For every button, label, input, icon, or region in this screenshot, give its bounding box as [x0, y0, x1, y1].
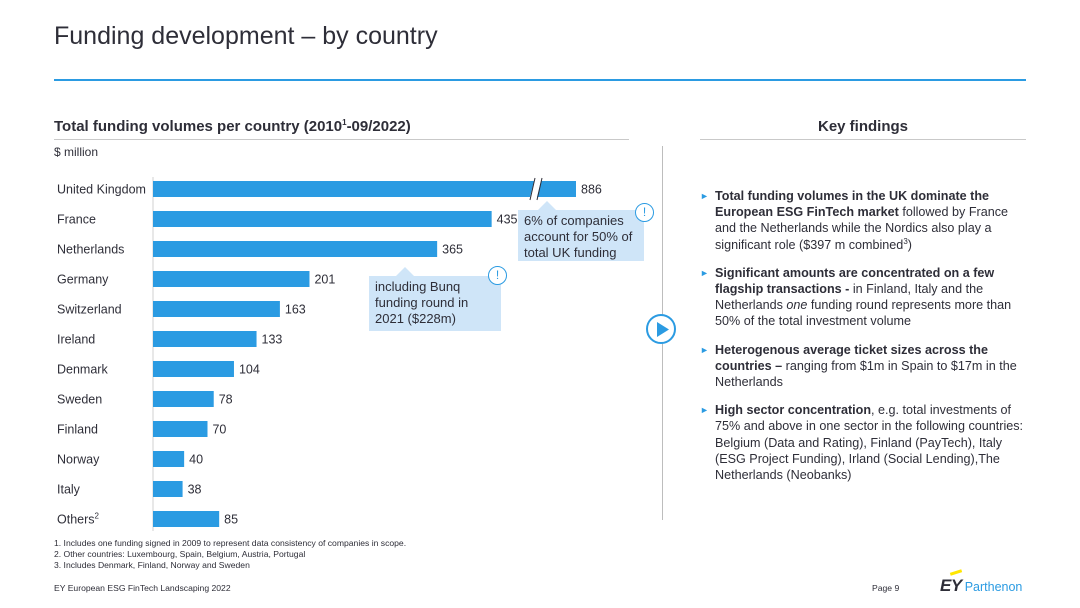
finding-text: followed by France and the Netherlands while the Nordics also play a significant role ($397 m combined — [715, 205, 1009, 252]
bar — [153, 511, 219, 527]
unit-label: $ million — [54, 145, 99, 159]
chart-title-tail: -09/2022) — [346, 118, 411, 135]
bullet-arrow-icon: ► — [700, 344, 709, 355]
bar — [153, 451, 184, 467]
category-label: Norway — [57, 452, 100, 467]
data-label: 133 — [261, 332, 283, 347]
data-label: 78 — [218, 392, 233, 407]
finding-emphasis: one — [786, 298, 808, 313]
bar — [153, 481, 183, 497]
bar — [153, 421, 207, 437]
category-label: Denmark — [57, 362, 108, 377]
category-label: United Kingdom — [57, 182, 146, 197]
category-label: Finland — [57, 422, 98, 437]
finding-text: funding round represents more than 50% of the total investment volume — [715, 298, 1012, 329]
category-label: France — [57, 212, 96, 227]
bullet-arrow-icon: ► — [700, 405, 709, 416]
finding-headline: Total funding volumes in the UK dominate the European ESG FinTech market — [715, 189, 990, 220]
category-footnote-ref: 2 — [94, 511, 99, 521]
callout-pointer-netherlands — [396, 267, 414, 276]
category-label: Germany — [57, 272, 109, 287]
bar — [153, 301, 280, 317]
finding-item — [700, 188, 1026, 253]
category-label: Others$^2$ — [57, 511, 99, 527]
footnote: 2. Other countries: Luxembourg, Spain, Belgium, Austria, Portugal — [54, 549, 306, 560]
data-label: 85 — [224, 512, 239, 527]
data-label: 70 — [212, 422, 227, 437]
finding-item — [700, 265, 1026, 330]
finding-text: , e.g. total investments of 75% and above in one sector in the following countries: Belgium (Data and Rating), Finland (PayTech), Italy (ESG Project Funding), Irland (Social Lending),The Netherlands (Neobanks) — [715, 403, 1024, 483]
category-label: Italy — [57, 482, 80, 497]
play-circle-icon[interactable] — [646, 314, 676, 344]
callout-pointer-uk — [538, 201, 556, 210]
category-label: Ireland — [57, 332, 96, 347]
finding-text: ) — [907, 237, 912, 252]
data-label: 163 — [284, 302, 306, 317]
bar — [153, 211, 492, 227]
data-label: 104 — [238, 362, 260, 377]
footnote: 1. Includes one funding signed in 2009 to represent data consistency of companies in scope. — [54, 538, 407, 548]
finding-text: ranging from $1m in Spain to $17m in the Netherlands — [715, 358, 1017, 390]
category-label: Netherlands — [57, 242, 125, 257]
finding-item — [700, 402, 1026, 483]
chart-title-main: Total funding volumes per country (2010 — [54, 118, 343, 135]
findings-title-divider — [700, 139, 1026, 140]
callout-uk: 6% of companies account for 50% of total UK funding — [518, 210, 644, 261]
category-label: Sweden — [57, 392, 103, 407]
bar — [153, 331, 257, 347]
logo-ey: EY — [940, 576, 962, 595]
bar — [153, 241, 437, 257]
data-label: 365 — [442, 242, 464, 257]
bar — [153, 181, 576, 197]
findings-list — [700, 188, 1026, 495]
bar — [153, 271, 309, 287]
category-label: Switzerland — [57, 302, 122, 317]
alert-icon: ! — [635, 203, 654, 222]
finding-text: in Finland, Italy and the Netherlands — [715, 282, 984, 313]
logo-partner: Parthenon — [964, 580, 1023, 594]
data-label: 435 — [496, 212, 518, 227]
finding-headline: Heterogenous average ticket sizes across the countries – — [715, 342, 988, 373]
bullet-arrow-icon: ► — [700, 267, 709, 278]
data-label: 38 — [187, 482, 202, 497]
source-line: EY European ESG FinTech Landscaping 2022 — [54, 583, 231, 593]
data-label: 201 — [314, 272, 336, 287]
alert-icon: ! — [488, 266, 507, 285]
ey-parthenon-logo — [940, 576, 1022, 596]
bar — [153, 361, 234, 377]
finding-headline: High sector concentration — [715, 403, 872, 418]
bar — [153, 391, 214, 407]
data-label: 886 — [581, 182, 602, 197]
finding-footnote-ref: 3 — [903, 236, 908, 246]
findings-title: Key findings — [817, 118, 908, 135]
finding-item — [700, 342, 1026, 391]
footnote: 3. Includes Denmark, Finland, Norway and Sweden — [54, 560, 250, 571]
finding-headline: Significant amounts are concentrated on a few flagship transactions - — [715, 265, 995, 297]
chart-title-footnote-ref: 1 — [342, 118, 347, 127]
bullet-arrow-icon: ► — [700, 191, 709, 201]
footnotes — [54, 538, 406, 572]
data-label: 40 — [189, 452, 204, 467]
page-title: Funding development – by country — [54, 22, 438, 50]
callout-netherlands: including Bunq funding round in 2021 ($228m) — [369, 276, 501, 331]
page-number: Page 9 — [872, 583, 900, 593]
